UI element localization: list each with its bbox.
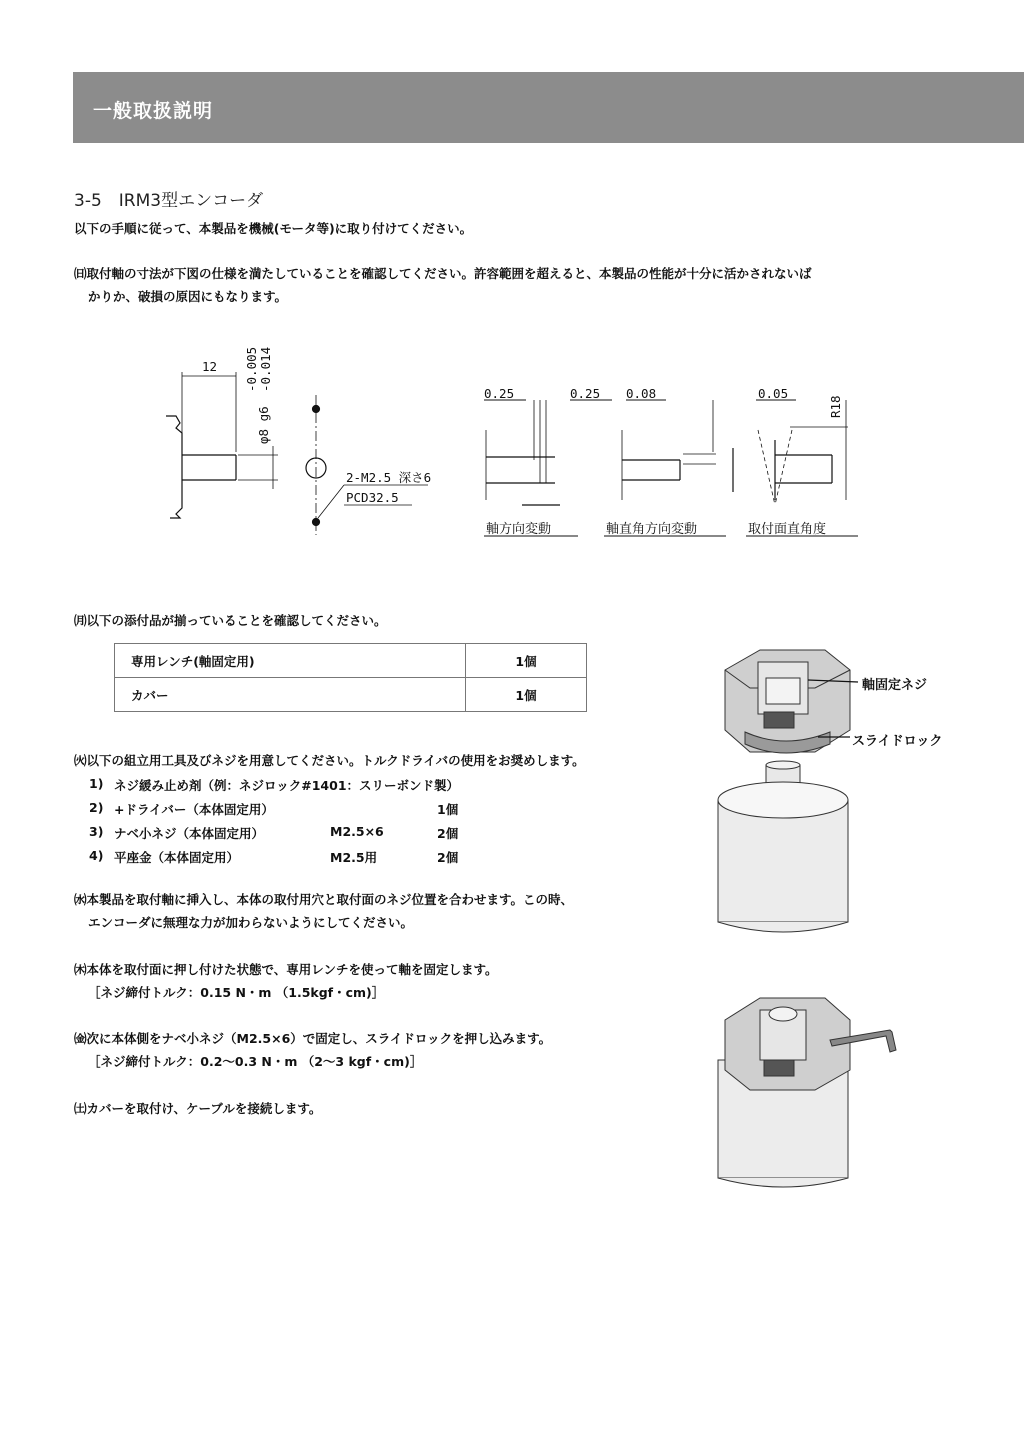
tool-name: 平座金（本体固定用）: [114, 850, 240, 865]
intro-text: 以下の手順に従って、本製品を機械(モータ等)に取り付けてください。: [74, 221, 473, 236]
tool-num: 4): [89, 848, 104, 863]
caption-radial: 軸直角方向変動: [606, 522, 698, 537]
tool-qty: 1個: [437, 802, 459, 817]
hole-note2: PCD32.5: [346, 490, 399, 505]
hole-note1: 2-M2.5 深さ6: [346, 470, 432, 485]
tool-name: ネジ緩み止め剤（例：ネジロック#1401：スリーボンド製）: [114, 778, 460, 793]
section-title: 3-5 IRM3型エンコーダ: [74, 191, 264, 211]
step-e-line1: 本体を取付面に押し付けた状態で、専用レンチを使って軸を固定します。: [86, 962, 498, 977]
tool-name: ナベ小ネジ（本体固定用）: [114, 826, 265, 841]
accessory-item: カバー: [115, 678, 466, 712]
step-a-line2: かりか、破損の原因にもなります。: [88, 289, 288, 304]
dim-025a: 0.25: [484, 386, 515, 401]
step-d-line1: 本製品を取付軸に挿入し、本体の取付用穴と取付面のネジ位置を合わせます。この時、: [86, 892, 574, 907]
step-e: [74, 958, 694, 1004]
step-g-text: カバーを取付け、ケーブルを接続します。: [86, 1101, 322, 1116]
step-f-line1: 次に本体側をナベ小ネジ（M2.5×6）で固定し、スライドロックを押し込みます。: [86, 1031, 552, 1046]
step-c: [74, 749, 585, 772]
step-f-line2: ［ネジ締付トルク：0.2～0.3 N・m （2～3 kgf・cm)］: [88, 1054, 423, 1069]
caption-angle: 取付面直角度: [748, 522, 827, 537]
dim-008: 0.08: [626, 386, 657, 401]
dim-025b: 0.25: [570, 386, 601, 401]
tool-spec: M2.5用: [330, 850, 378, 865]
step-d: [74, 888, 694, 934]
table-row: [115, 644, 587, 678]
dim-tol-bottom: -0.014: [258, 346, 273, 392]
step-f-mark: ㈮: [74, 1031, 87, 1046]
step-g-mark: ㈯: [74, 1101, 87, 1116]
step-a-mark: ㈰: [74, 266, 87, 281]
dim-12: 12: [202, 359, 218, 374]
accessories-table: [114, 643, 587, 712]
step-b: [74, 609, 387, 632]
dim-005: 0.05: [758, 386, 789, 401]
dim-r18: R18: [828, 395, 843, 418]
caption-axial: 軸方向変動: [486, 522, 552, 537]
step-f: [74, 1027, 694, 1073]
dim-tol-top: -0.005: [244, 346, 259, 392]
mounting-surface-break: [166, 416, 182, 518]
tool-num: 2): [89, 800, 104, 815]
step-b-mark: ㈪: [74, 613, 87, 628]
header-title: 一般取扱説明: [93, 100, 214, 122]
step-c-text: 以下の組立用工具及びネジを用意してください。トルクドライバの使用をお奨めします。: [86, 753, 585, 768]
callout-slide-lock: スライドロック: [852, 734, 943, 749]
tool-name: +ドライバー（本体固定用）: [114, 802, 274, 817]
step-g: [74, 1097, 321, 1120]
tool-spec: M2.5×6: [330, 824, 384, 839]
step-e-mark: ㈭: [74, 962, 87, 977]
shaft-drawing: [0, 320, 1024, 550]
table-row: [115, 678, 587, 712]
tool-num: 3): [89, 824, 104, 839]
accessory-item: 専用レンチ(軸固定用): [115, 644, 466, 678]
step-a-line1: 取付軸の寸法が下図の仕様を満たしていることを確認してください。許容範囲を超えると、本製品の性能が十分に活かされないば: [86, 266, 812, 281]
step-b-text: 以下の添付品が揃っていることを確認してください。: [86, 613, 387, 628]
step-a: [74, 262, 974, 308]
tool-qty: 2個: [437, 850, 459, 865]
callout-shaft-screw: 軸固定ネジ: [862, 678, 928, 693]
accessory-qty: 1個: [466, 644, 587, 678]
tool-num: 1): [89, 776, 104, 791]
step-d-mark: ㈬: [74, 892, 87, 907]
encoder-assembled-illustration: [700, 990, 910, 1200]
accessory-qty: 1個: [466, 678, 587, 712]
dim-shaft: φ8 g6: [256, 406, 271, 444]
step-e-line2: ［ネジ締付トルク：0.15 N・m （1.5kgf・cm)］: [88, 985, 385, 1000]
tool-qty: 2個: [437, 826, 459, 841]
step-c-mark: ㈫: [74, 753, 87, 768]
step-d-line2: エンコーダに無理な力が加わらないようにしてください。: [88, 915, 414, 930]
header-bar: [73, 72, 1024, 143]
